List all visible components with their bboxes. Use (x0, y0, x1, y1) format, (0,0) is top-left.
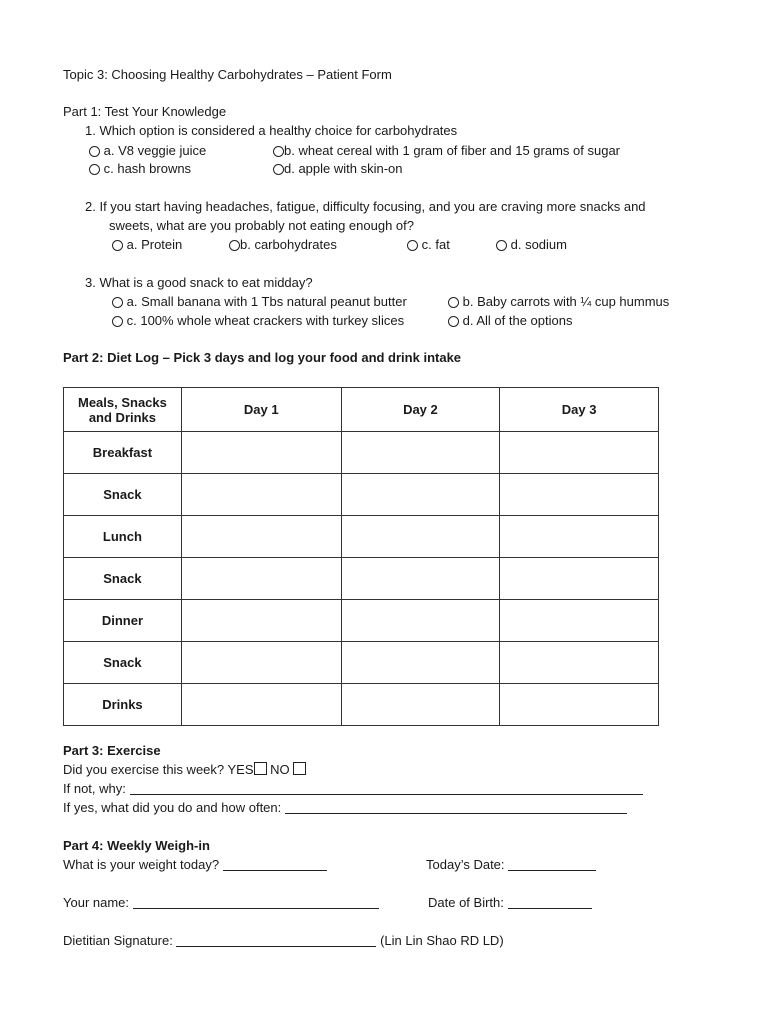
radio-icon[interactable] (89, 164, 100, 175)
radio-icon[interactable] (448, 316, 459, 327)
radio-icon[interactable] (89, 146, 100, 157)
radio-icon[interactable] (229, 240, 240, 251)
log-cell[interactable] (500, 558, 659, 600)
log-cell[interactable] (500, 474, 659, 516)
q2-option-a-label: a. Protein (126, 237, 183, 252)
q2-text-line1: 2. If you start having headaches, fatigue, difficulty focusing, and you are craving more snacks and (85, 199, 646, 214)
log-cell[interactable] (181, 432, 341, 474)
if-not-row (63, 780, 643, 798)
table-row (64, 684, 659, 726)
diet-log-table (63, 387, 659, 726)
log-cell[interactable] (500, 642, 659, 684)
radio-icon[interactable] (273, 146, 284, 157)
dob-row (428, 894, 592, 912)
radio-icon[interactable] (448, 297, 459, 308)
table-header-day3: Day 3 (500, 388, 659, 432)
if-yes-row (63, 799, 627, 817)
table-row (64, 474, 659, 516)
no-label: NO (270, 762, 290, 777)
q1-text: 1. Which option is considered a healthy choice for carbohydrates (85, 123, 458, 138)
row-label-drinks: Drinks (64, 684, 182, 726)
radio-icon[interactable] (496, 240, 507, 251)
q3-option-d[interactable] (448, 312, 572, 330)
log-cell[interactable] (181, 516, 341, 558)
dob-field[interactable] (508, 895, 592, 909)
weight-row (63, 856, 327, 874)
q2-option-b-label: b. carbohydrates (240, 237, 337, 252)
weight-label: What is your weight today? (63, 857, 220, 872)
q2-option-c-label: c. fat (421, 237, 450, 252)
if-yes-field[interactable] (285, 800, 627, 814)
row-label-lunch: Lunch (64, 516, 182, 558)
if-not-label: If not, why: (63, 781, 126, 796)
q1-option-c[interactable] (89, 160, 191, 178)
q3-option-a-label: a. Small banana with 1 Tbs natural peanut butter (126, 294, 407, 309)
q3-option-c[interactable] (112, 312, 404, 330)
signature-field[interactable] (176, 933, 376, 947)
date-row (426, 856, 596, 874)
log-cell[interactable] (341, 684, 500, 726)
no-checkbox[interactable] (293, 762, 306, 775)
name-row (63, 894, 379, 912)
table-row (64, 432, 659, 474)
log-cell[interactable] (341, 600, 500, 642)
name-label: Your name: (63, 895, 130, 910)
log-cell[interactable] (341, 642, 500, 684)
q2-option-a[interactable] (112, 236, 182, 254)
date-label: Today’s Date: (426, 857, 505, 872)
exercise-question (63, 761, 306, 779)
signature-row (63, 932, 504, 950)
table-row (64, 558, 659, 600)
q1-option-d-label: d. apple with skin-on (284, 161, 403, 176)
q1-option-d[interactable] (273, 160, 403, 178)
q1-option-c-label: c. hash browns (103, 161, 192, 176)
table-row (64, 516, 659, 558)
log-cell[interactable] (500, 516, 659, 558)
log-cell[interactable] (500, 684, 659, 726)
table-header-day1: Day 1 (181, 388, 341, 432)
weight-field[interactable] (223, 857, 327, 871)
q3-text: 3. What is a good snack to eat midday? (85, 275, 313, 290)
log-cell[interactable] (341, 474, 500, 516)
log-cell[interactable] (181, 558, 341, 600)
log-cell[interactable] (341, 516, 500, 558)
q1-option-b-label: b. wheat cereal with 1 gram of fiber and 15 grams of sugar (284, 143, 621, 158)
log-cell[interactable] (181, 600, 341, 642)
table-header-meals-line2: and Drinks (88, 409, 157, 425)
q3-option-b-label: b. Baby carrots with ¼ cup hummus (462, 294, 670, 309)
q3-option-a[interactable] (112, 293, 407, 311)
q1-option-b[interactable] (273, 142, 620, 160)
log-cell[interactable] (181, 642, 341, 684)
log-cell[interactable] (500, 600, 659, 642)
q3-option-c-label: c. 100% whole wheat crackers with turkey slices (126, 313, 405, 328)
table-header-meals-line1: Meals, Snacks (77, 394, 167, 410)
signature-label: Dietitian Signature: (63, 933, 173, 948)
table-header-meals (64, 388, 182, 432)
if-not-field[interactable] (130, 781, 643, 795)
part4-heading: Part 4: Weekly Weigh-in (63, 838, 210, 853)
radio-icon[interactable] (112, 297, 123, 308)
exercise-question-label: Did you exercise this week? YES (63, 762, 254, 777)
log-cell[interactable] (181, 474, 341, 516)
log-cell[interactable] (341, 558, 500, 600)
row-label-snack: Snack (64, 558, 182, 600)
log-cell[interactable] (341, 432, 500, 474)
radio-icon[interactable] (112, 240, 123, 251)
log-cell[interactable] (181, 684, 341, 726)
row-label-breakfast: Breakfast (64, 432, 182, 474)
radio-icon[interactable] (273, 164, 284, 175)
q2-option-d-label: d. sodium (510, 237, 567, 252)
table-header-day2: Day 2 (341, 388, 500, 432)
row-label-dinner: Dinner (64, 600, 182, 642)
q1-option-a[interactable] (89, 142, 206, 160)
row-label-snack: Snack (64, 642, 182, 684)
table-header-row (64, 388, 659, 432)
q3-option-b[interactable] (448, 293, 669, 311)
yes-checkbox[interactable] (254, 762, 267, 775)
q2-option-b[interactable] (229, 236, 337, 254)
part2-heading: Part 2: Diet Log – Pick 3 days and log your food and drink intake (63, 350, 462, 365)
dietitian-name: (Lin Lin Shao RD LD) (380, 933, 504, 948)
part3-heading: Part 3: Exercise (63, 743, 161, 758)
q2-option-c[interactable] (407, 236, 450, 254)
form-title: Topic 3: Choosing Healthy Carbohydrates – Patient Form (63, 67, 392, 82)
dob-label: Date of Birth: (428, 895, 504, 910)
part1-heading: Part 1: Test Your Knowledge (63, 104, 227, 119)
q3-option-d-label: d. All of the options (462, 313, 573, 328)
date-field[interactable] (508, 857, 596, 871)
log-cell[interactable] (500, 432, 659, 474)
name-field[interactable] (133, 895, 379, 909)
if-yes-label: If yes, what did you do and how often: (63, 800, 282, 815)
q1-option-a-label: a. V8 veggie juice (103, 143, 207, 158)
table-row (64, 600, 659, 642)
radio-icon[interactable] (407, 240, 418, 251)
row-label-snack: Snack (64, 474, 182, 516)
q2-text-line2: sweets, what are you probably not eating enough of? (109, 218, 414, 233)
table-row (64, 642, 659, 684)
q2-option-d[interactable] (496, 236, 567, 254)
radio-icon[interactable] (112, 316, 123, 327)
